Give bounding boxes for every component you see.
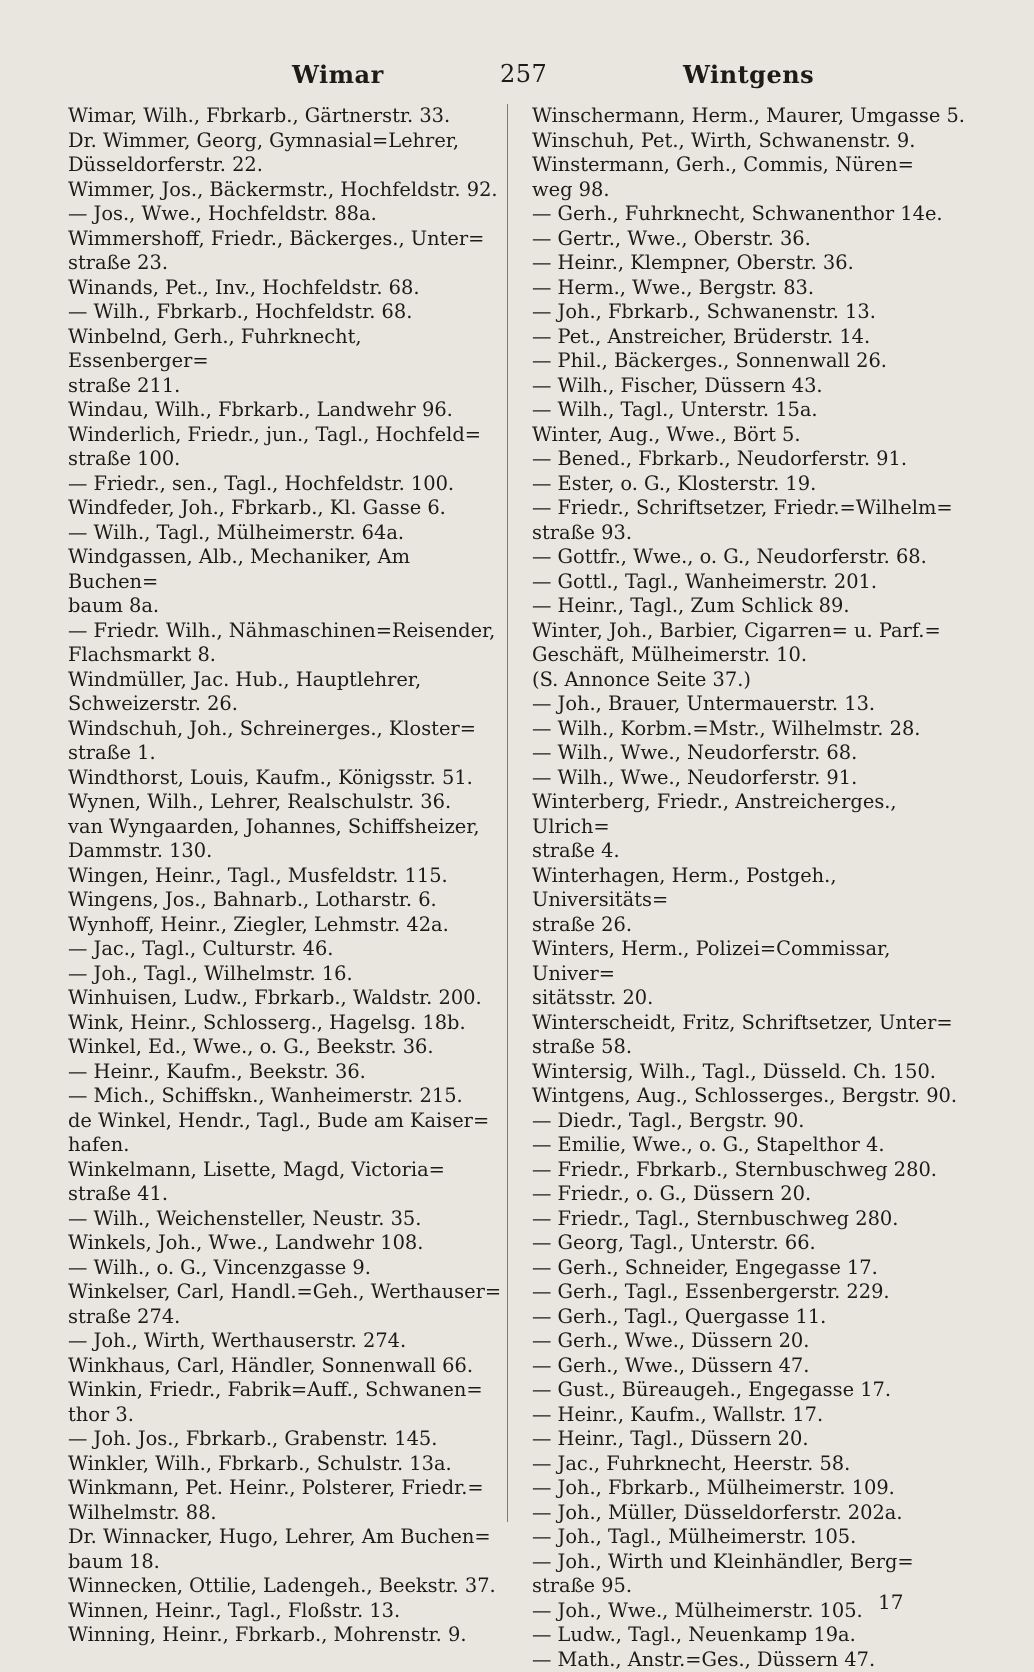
directory-entry: — Pet., Anstreicher, Brüderstr. 14. — [532, 325, 972, 350]
directory-entry: Winhuisen, Ludw., Fbrkarb., Waldstr. 200. — [68, 986, 506, 1011]
directory-entry: Winter, Aug., Wwe., Bört 5. — [532, 423, 972, 448]
left-column — [68, 104, 506, 1648]
directory-entry: Windmüller, Jac. Hub., Hauptlehrer, Schweizerstr. 26. — [68, 668, 506, 717]
directory-entry: — Joh., Tagl., Mülheimerstr. 105. — [532, 1525, 972, 1550]
directory-entry: Winkels, Joh., Wwe., Landwehr 108. — [68, 1231, 506, 1256]
directory-entry: — Wilh., o. G., Vincenzgasse 9. — [68, 1256, 506, 1281]
directory-entry: Windschuh, Joh., Schreinerges., Kloster= straße 1. — [68, 717, 506, 766]
directory-entry: — Gerh., Wwe., Düssern 20. — [532, 1329, 972, 1354]
directory-entry: — Friedr., Tagl., Sternbuschweg 280. — [532, 1207, 972, 1232]
directory-entry: — Jos., Wwe., Hochfeldstr. 88a. — [68, 202, 506, 227]
directory-entry: Wingens, Jos., Bahnarb., Lotharstr. 6. — [68, 888, 506, 913]
directory-entry: — Joh., Fbrkarb., Mülheimerstr. 109. — [532, 1476, 972, 1501]
directory-entry: Winkin, Friedr., Fabrik=Auff., Schwanen= thor 3. — [68, 1378, 506, 1427]
right-column — [532, 104, 972, 1672]
directory-entry: — Joh., Müller, Düsseldorferstr. 202a. — [532, 1501, 972, 1526]
directory-entry: Winnen, Heinr., Tagl., Floßstr. 13. — [68, 1599, 506, 1624]
directory-entry: — Wilh., Tagl., Mülheimerstr. 64a. — [68, 521, 506, 546]
directory-entry: — Joh., Wirth und Kleinhändler, Berg= straße 95. — [532, 1550, 972, 1599]
directory-entry: — Emilie, Wwe., o. G., Stapelthor 4. — [532, 1133, 972, 1158]
directory-entry: — Gerh., Fuhrknecht, Schwanenthor 14e. — [532, 202, 972, 227]
directory-entry: — Ludw., Tagl., Neuenkamp 19a. — [532, 1623, 972, 1648]
directory-entry: Winschermann, Herm., Maurer, Umgasse 5. — [532, 104, 972, 129]
directory-entry: Winbelnd, Gerh., Fuhrknecht, Essenberger= straße 211. — [68, 325, 506, 399]
directory-entry: — Bened., Fbrkarb., Neudorferstr. 91. — [532, 447, 972, 472]
directory-entry: van Wyngaarden, Johannes, Schiffsheizer, Dammstr. 130. — [68, 815, 506, 864]
directory-entry: Wintersig, Wilh., Tagl., Düsseld. Ch. 150. — [532, 1060, 972, 1085]
directory-entry: — Wilh., Wwe., Neudorferstr. 91. — [532, 766, 972, 791]
directory-entry: — Gust., Büreaugeh., Engegasse 17. — [532, 1378, 972, 1403]
directory-entry: Winderlich, Friedr., jun., Tagl., Hochfeld= straße 100. — [68, 423, 506, 472]
directory-entry: — Gerh., Schneider, Engegasse 17. — [532, 1256, 972, 1281]
directory-entry: Wimmer, Jos., Bäckermstr., Hochfeldstr. 92. — [68, 178, 506, 203]
directory-entry: — Jac., Tagl., Culturstr. 46. — [68, 937, 506, 962]
directory-entry: Winterberg, Friedr., Anstreicherges., Ulrich= straße 4. — [532, 790, 972, 864]
directory-entry: Dr. Winnacker, Hugo, Lehrer, Am Buchen= baum 18. — [68, 1525, 506, 1574]
directory-entry: Wink, Heinr., Schlosserg., Hagelsg. 18b. — [68, 1011, 506, 1036]
directory-entry: Winnecken, Ottilie, Ladengeh., Beekstr. 37. — [68, 1574, 506, 1599]
directory-entry: — Phil., Bäckerges., Sonnenwall 26. — [532, 349, 972, 374]
directory-entry: Winters, Herm., Polizei=Commissar, Univer= sitätsstr. 20. — [532, 937, 972, 1011]
directory-entry: — Gertr., Wwe., Oberstr. 36. — [532, 227, 972, 252]
directory-entry: Winterhagen, Herm., Postgeh., Universitäts= straße 26. — [532, 864, 972, 938]
running-head-left: Wimar — [292, 60, 384, 89]
directory-entry: — Gottfr., Wwe., o. G., Neudorferstr. 68. — [532, 545, 972, 570]
directory-entry: — Diedr., Tagl., Bergstr. 90. — [532, 1109, 972, 1134]
directory-entry: — Ester, o. G., Klosterstr. 19. — [532, 472, 972, 497]
directory-entry: — Friedr., Schriftsetzer, Friedr.=Wilhelm= straße 93. — [532, 496, 972, 545]
directory-entry: — Heinr., Tagl., Zum Schlick 89. — [532, 594, 972, 619]
directory-entry: — Gerh., Tagl., Essenbergerstr. 229. — [532, 1280, 972, 1305]
directory-entry: — Joh., Wirth, Werthauserstr. 274. — [68, 1329, 506, 1354]
page-number: 257 — [500, 60, 547, 88]
directory-entry: — Math., Anstr.=Ges., Düssern 47. — [532, 1648, 972, 1672]
directory-entry: Wynen, Wilh., Lehrer, Realschulstr. 36. — [68, 790, 506, 815]
directory-entry: — Wilh., Korbm.=Mstr., Wilhelmstr. 28. — [532, 717, 972, 742]
directory-entry: Dr. Wimmer, Georg, Gymnasial=Lehrer, Düsseldorferstr. 22. — [68, 129, 506, 178]
directory-entry: — Joh., Fbrkarb., Schwanenstr. 13. — [532, 300, 972, 325]
directory-entry: — Joh., Tagl., Wilhelmstr. 16. — [68, 962, 506, 987]
directory-entry: — Wilh., Wwe., Neudorferstr. 68. — [532, 741, 972, 766]
directory-entry: Winkelmann, Lisette, Magd, Victoria= straße 41. — [68, 1158, 506, 1207]
directory-entry: Wimar, Wilh., Fbrkarb., Gärtnerstr. 33. — [68, 104, 506, 129]
directory-entry: — Joh., Wwe., Mülheimerstr. 105. — [532, 1599, 972, 1624]
directory-entry: — Heinr., Klempner, Oberstr. 36. — [532, 251, 972, 276]
directory-entry: — Mich., Schiffskn., Wanheimerstr. 215. — [68, 1084, 506, 1109]
directory-entry: Winkel, Ed., Wwe., o. G., Beekstr. 36. — [68, 1035, 506, 1060]
directory-entry: Winands, Pet., Inv., Hochfeldstr. 68. — [68, 276, 506, 301]
directory-entry: de Winkel, Hendr., Tagl., Bude am Kaiser= hafen. — [68, 1109, 506, 1158]
directory-entry: — Herm., Wwe., Bergstr. 83. — [532, 276, 972, 301]
directory-entry: — Jac., Fuhrknecht, Heerstr. 58. — [532, 1452, 972, 1477]
directory-entry: — Gerh., Wwe., Düssern 47. — [532, 1354, 972, 1379]
directory-entry: — Friedr., Fbrkarb., Sternbuschweg 280. — [532, 1158, 972, 1183]
directory-entry: Windthorst, Louis, Kaufm., Königsstr. 51. — [68, 766, 506, 791]
directory-entry: — Heinr., Tagl., Düssern 20. — [532, 1427, 972, 1452]
directory-entry: — Heinr., Kaufm., Wallstr. 17. — [532, 1403, 972, 1428]
sheet-signature: 17 — [878, 1590, 903, 1614]
directory-entry: Windau, Wilh., Fbrkarb., Landwehr 96. — [68, 398, 506, 423]
directory-entry: Winkler, Wilh., Fbrkarb., Schulstr. 13a. — [68, 1452, 506, 1477]
directory-entry: Windfeder, Joh., Fbrkarb., Kl. Gasse 6. — [68, 496, 506, 521]
directory-entry: — Georg, Tagl., Unterstr. 66. — [532, 1231, 972, 1256]
directory-entry: — Heinr., Kaufm., Beekstr. 36. — [68, 1060, 506, 1085]
directory-entry: Wingen, Heinr., Tagl., Musfeldstr. 115. — [68, 864, 506, 889]
running-head-right: Wintgens — [683, 60, 814, 89]
column-divider — [507, 104, 508, 1522]
directory-entry: Winschuh, Pet., Wirth, Schwanenstr. 9. — [532, 129, 972, 154]
directory-entry: Winterscheidt, Fritz, Schriftsetzer, Unter= straße 58. — [532, 1011, 972, 1060]
directory-entry: Winter, Joh., Barbier, Cigarren= u. Parf.= Geschäft, Mülheimerstr. 10. (S. Annonce Seite 37.) — [532, 619, 972, 693]
directory-entry: — Friedr., sen., Tagl., Hochfeldstr. 100. — [68, 472, 506, 497]
directory-entry: Windgassen, Alb., Mechaniker, Am Buchen= baum 8a. — [68, 545, 506, 619]
directory-entry: Winkmann, Pet. Heinr., Polsterer, Friedr.= Wilhelmstr. 88. — [68, 1476, 506, 1525]
directory-entry: — Wilh., Weichensteller, Neustr. 35. — [68, 1207, 506, 1232]
directory-entry: — Wilh., Fbrkarb., Hochfeldstr. 68. — [68, 300, 506, 325]
directory-entry: — Joh., Brauer, Untermauerstr. 13. — [532, 692, 972, 717]
directory-entry: — Friedr., o. G., Düssern 20. — [532, 1182, 972, 1207]
directory-entry: Wintgens, Aug., Schlosserges., Bergstr. 90. — [532, 1084, 972, 1109]
directory-entry: — Wilh., Fischer, Düssern 43. — [532, 374, 972, 399]
directory-entry: Winning, Heinr., Fbrkarb., Mohrenstr. 9. — [68, 1623, 506, 1648]
directory-entry: Wynhoff, Heinr., Ziegler, Lehmstr. 42a. — [68, 913, 506, 938]
directory-entry: Winkelser, Carl, Handl.=Geh., Werthauser= straße 274. — [68, 1280, 506, 1329]
directory-entry: — Gottl., Tagl., Wanheimerstr. 201. — [532, 570, 972, 595]
directory-entry: — Friedr. Wilh., Nähmaschinen=Reisender, Flachsmarkt 8. — [68, 619, 506, 668]
directory-entry: Wimmershoff, Friedr., Bäckerges., Unter= straße 23. — [68, 227, 506, 276]
directory-entry: — Gerh., Tagl., Quergasse 11. — [532, 1305, 972, 1330]
directory-entry: — Joh. Jos., Fbrkarb., Grabenstr. 145. — [68, 1427, 506, 1452]
directory-entry: Winkhaus, Carl, Händler, Sonnenwall 66. — [68, 1354, 506, 1379]
directory-entry: — Wilh., Tagl., Unterstr. 15a. — [532, 398, 972, 423]
directory-entry: Winstermann, Gerh., Commis, Nüren= weg 98. — [532, 153, 972, 202]
